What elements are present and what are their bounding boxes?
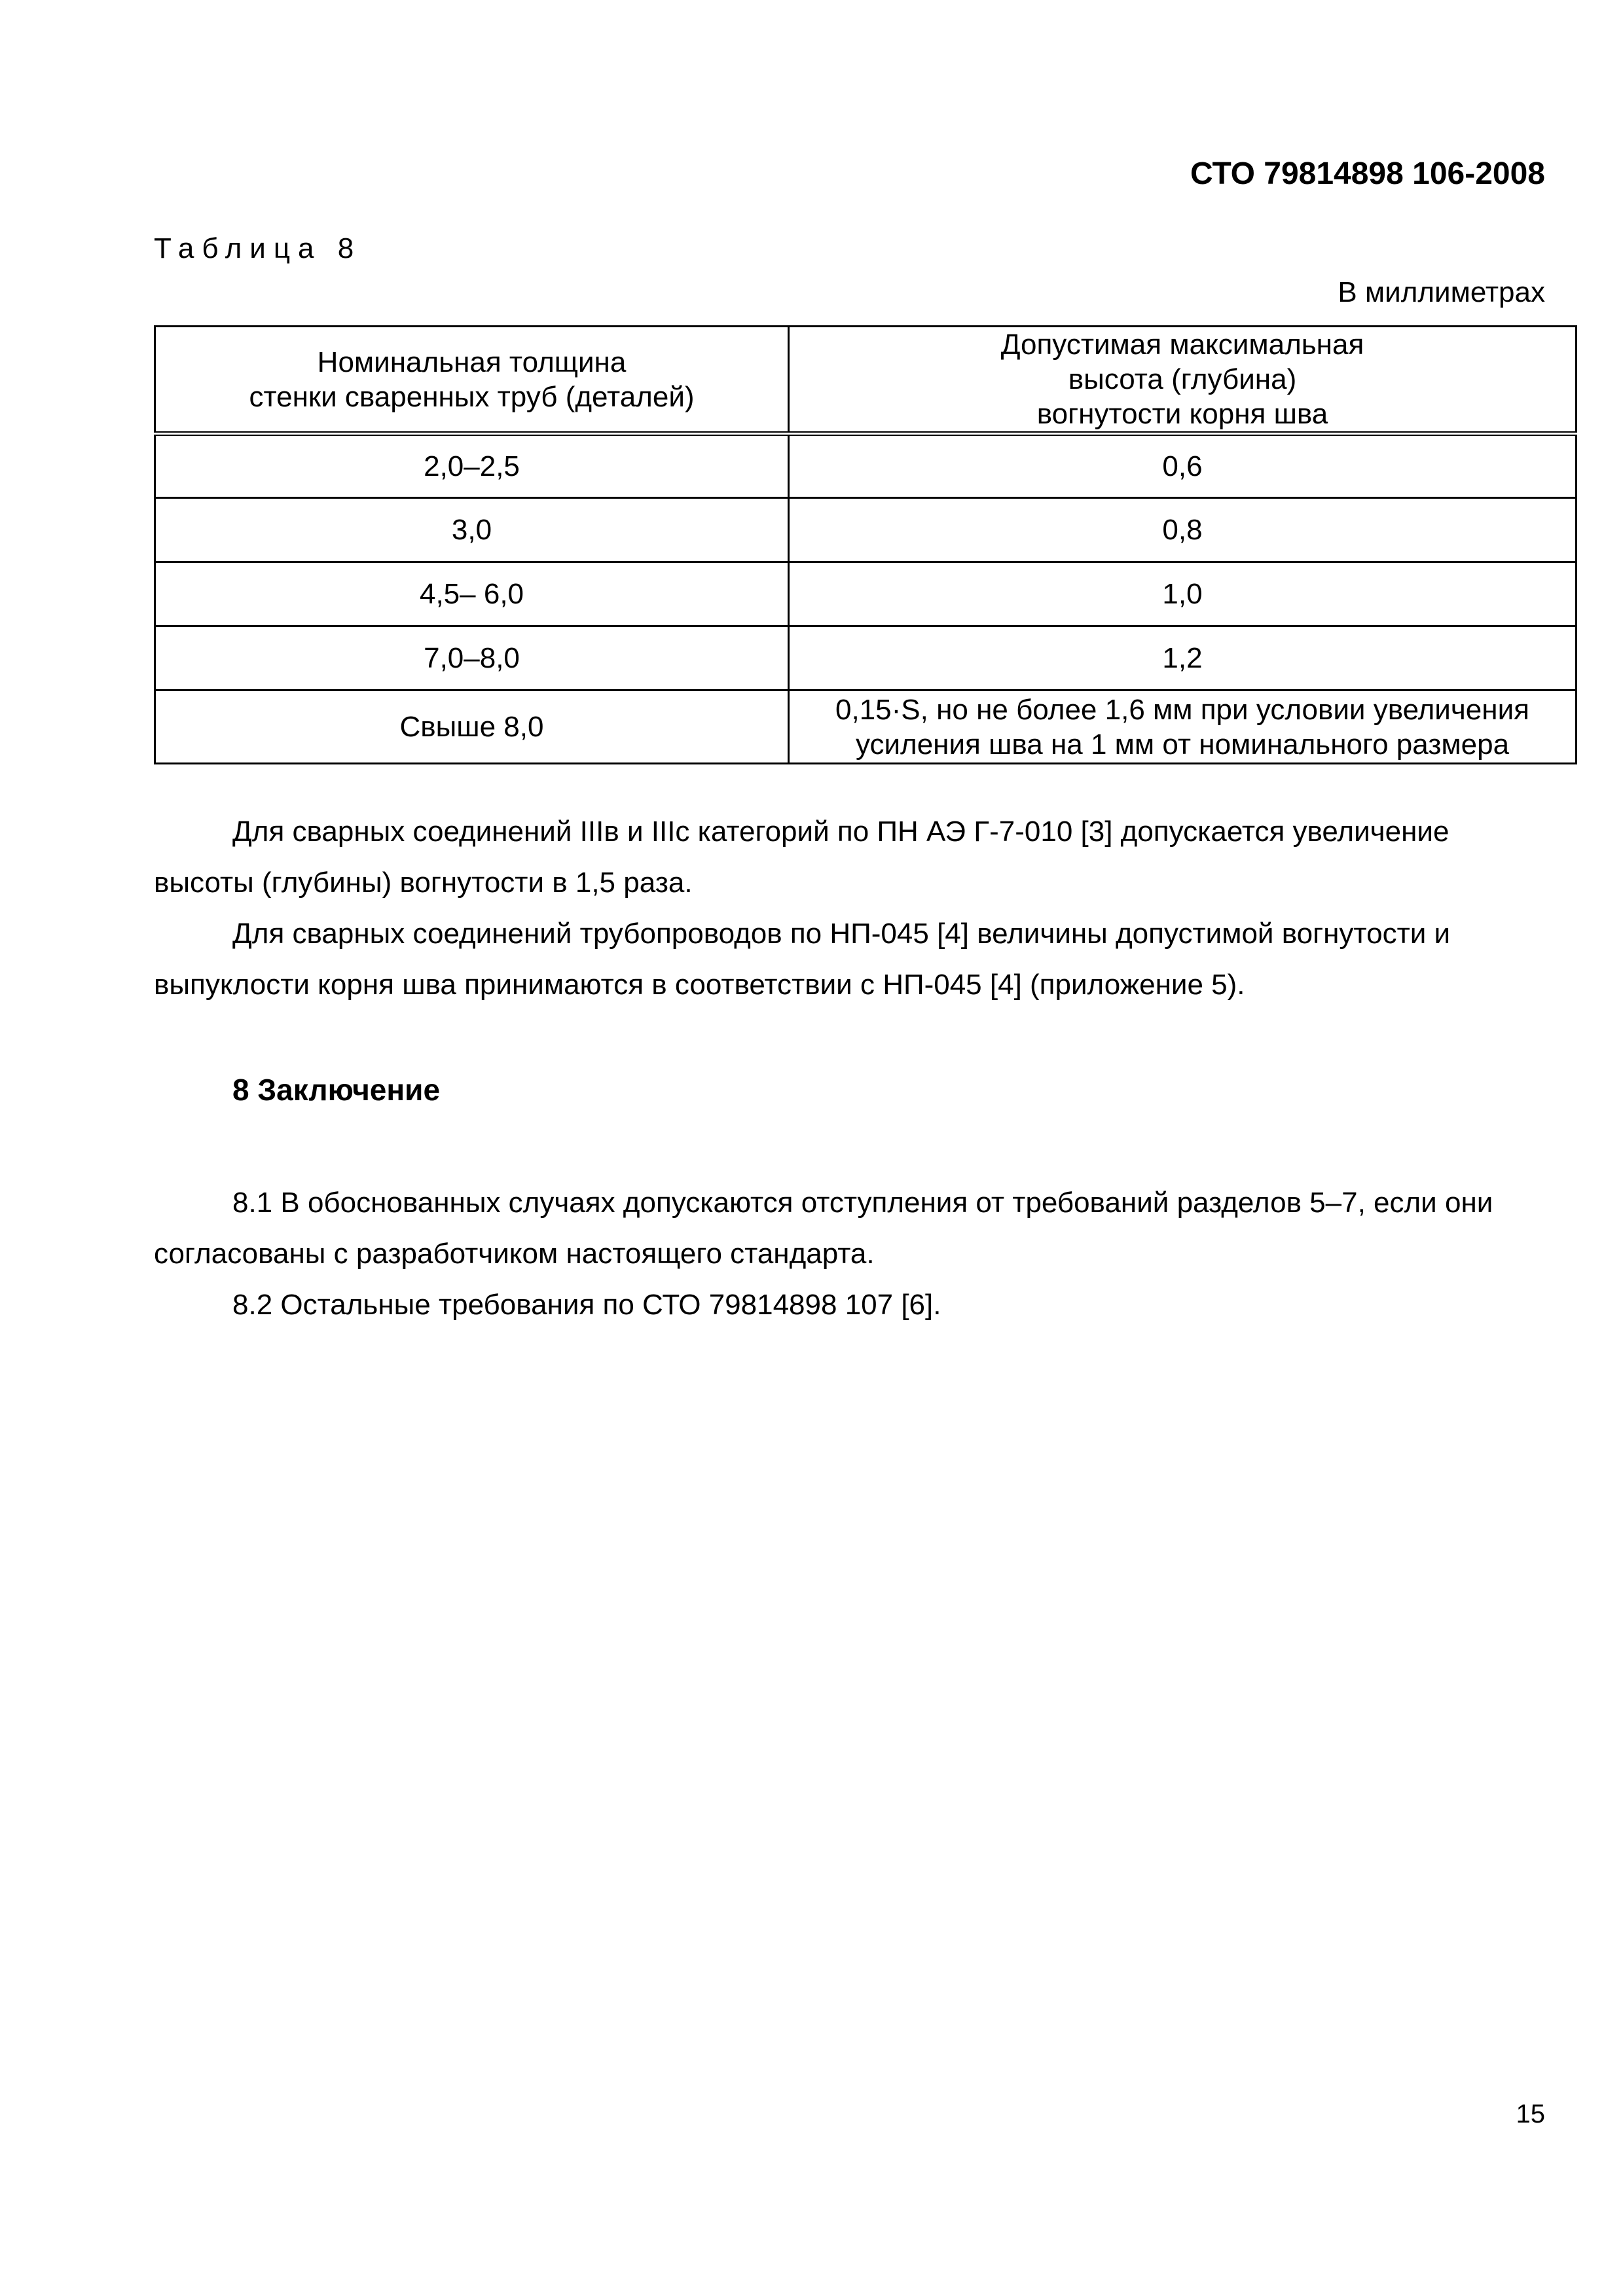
table-header-row: [155, 327, 1577, 434]
cell-thickness: 7,0–8,0: [155, 626, 789, 691]
cell-max-height: [789, 691, 1577, 764]
cell-line: 0,15·S, но не более 1,6 мм при условии увеличения: [835, 693, 1529, 726]
column-header-line: Допустимая максимальная: [1000, 329, 1364, 361]
paragraph-increase-concavity: Для сварных соединений IIIв и IIIс категорий по ПН АЭ Г-7-010 [3] допускается увеличение высоты (глубины) вогнутости в 1,5 раза.: [154, 816, 1450, 899]
cell-max-height: 1,2: [789, 626, 1577, 691]
paragraph-np045: Для сварных соединений трубопроводов по НП-045 [4] величины допустимой вогнутости и выпуклости корня шва принимаются в соответствии с НП-045 [4] (приложение 5).: [154, 918, 1451, 1001]
cell-thickness: Свыше 8,0: [155, 691, 789, 764]
column-header-max-height: [789, 327, 1577, 434]
cell-line: усиления шва на 1 мм от номинального размера: [855, 728, 1510, 761]
weld-root-concavity-table: [154, 325, 1577, 764]
table-row: [155, 562, 1577, 626]
cell-max-height: 1,0: [789, 562, 1577, 626]
table-row: [155, 626, 1577, 691]
cell-max-height: 0,6: [789, 434, 1577, 498]
column-header-line: Номинальная толщина: [317, 346, 627, 378]
section-title-conclusion: 8 Заключение: [232, 1073, 441, 1107]
cell-thickness: 2,0–2,5: [155, 434, 789, 498]
page-number: 15: [1516, 2100, 1545, 2128]
clause-8-1: 8.1 В обоснованных случаях допускаются отступления от требований разделов 5–7, если они согласованы с разработчиком настоящего стандарта.: [154, 1187, 1493, 1270]
table-row: [155, 434, 1577, 498]
column-header-line: вогнутости корня шва: [1036, 398, 1328, 430]
table-caption: Таблица 8: [154, 232, 362, 264]
table-row: [155, 691, 1577, 764]
column-header-line: высота (глубина): [1068, 363, 1297, 395]
document-code: СТО 79814898 106-2008: [1190, 156, 1545, 191]
clause-8-2: 8.2 Остальные требования по СТО 79814898 107 [6].: [232, 1289, 941, 1321]
table-units: В миллиметрах: [1338, 276, 1545, 308]
cell-thickness: 3,0: [155, 498, 789, 562]
cell-thickness: 4,5– 6,0: [155, 562, 789, 626]
column-header-line: стенки сваренных труб (деталей): [249, 380, 695, 413]
column-header-thickness: [155, 327, 789, 434]
table-row: [155, 498, 1577, 562]
cell-max-height: 0,8: [789, 498, 1577, 562]
